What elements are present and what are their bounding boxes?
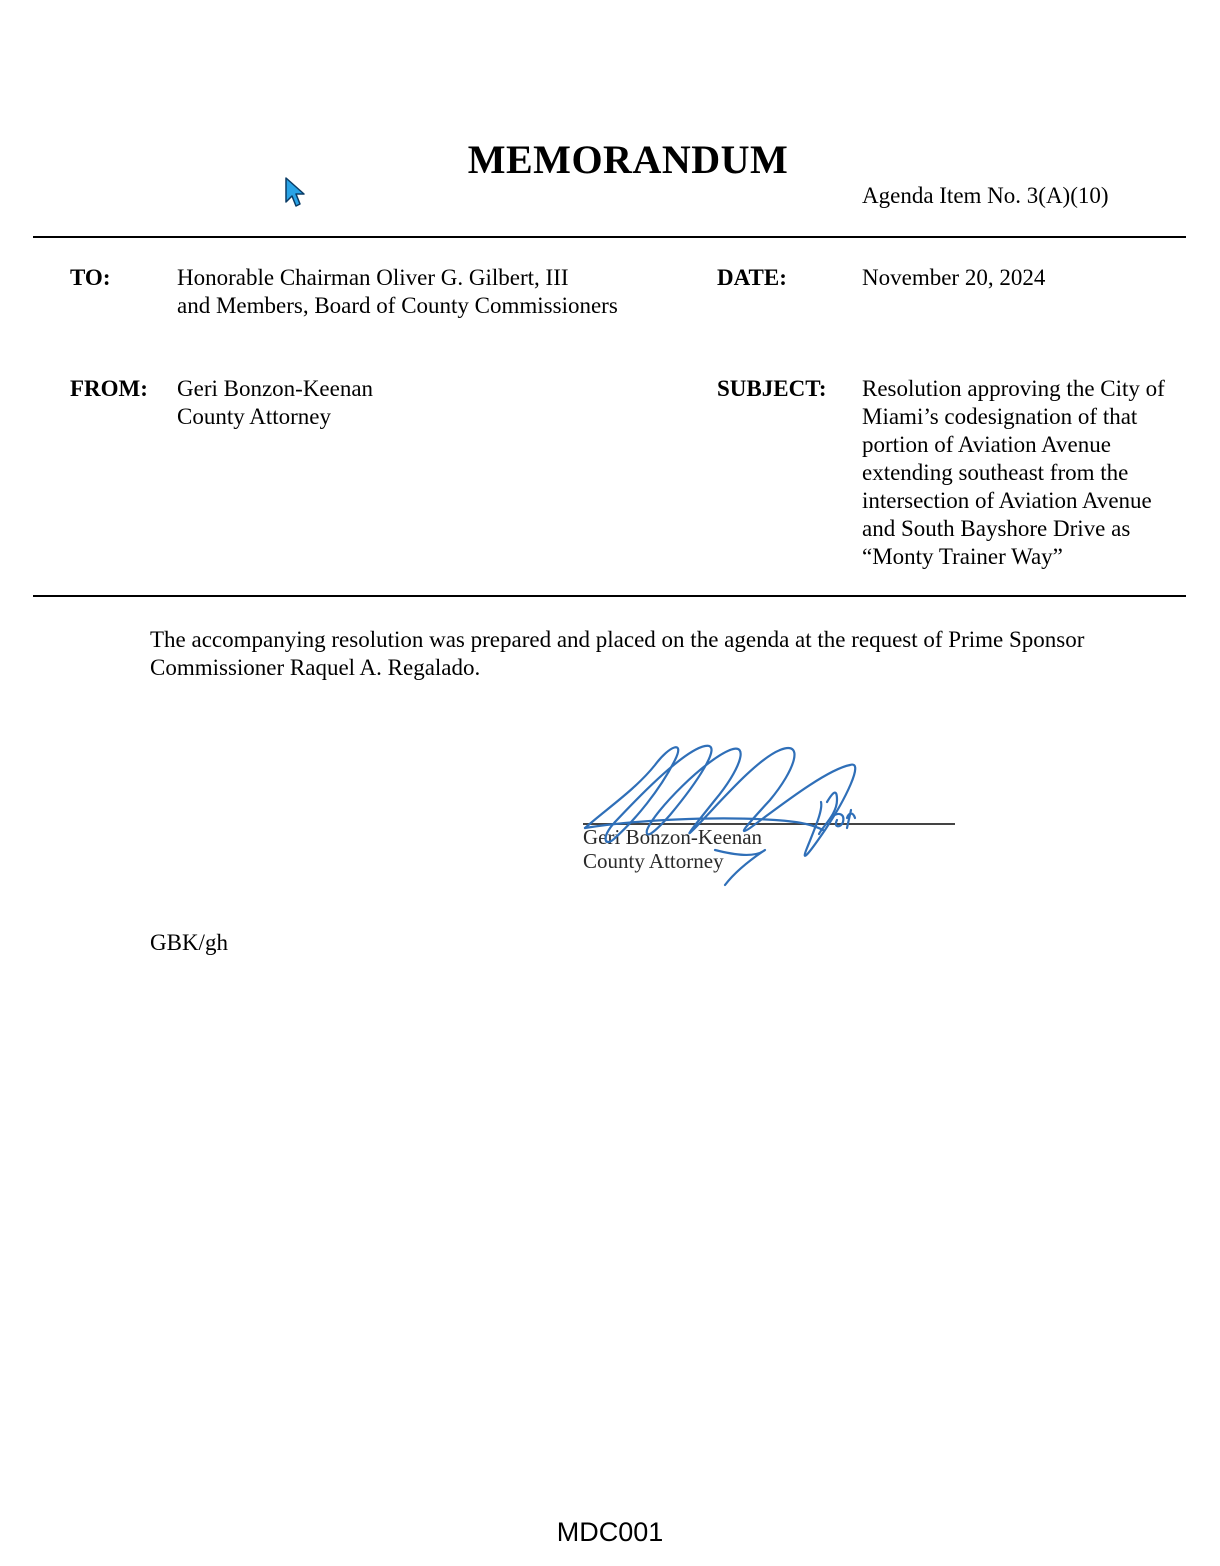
signatory-title: County Attorney — [583, 849, 724, 873]
from-label: FROM: — [70, 376, 148, 401]
memo-title: MEMORANDUM — [467, 137, 789, 182]
from-line-1: Geri Bonzon-Keenan — [177, 376, 374, 401]
to-line-1: Honorable Chairman Oliver G. Gilbert, III — [177, 265, 569, 290]
subject-line: “Monty Trainer Way” — [862, 544, 1063, 569]
subject-line: portion of Aviation Avenue — [862, 432, 1111, 457]
date-value: November 20, 2024 — [862, 265, 1046, 290]
body-line-1: The accompanying resolution was prepared and placed on the agenda at the request of Prime Sponsor — [150, 627, 1085, 652]
to-line-2: and Members, Board of County Commissioners — [177, 293, 618, 318]
body-line-2: Commissioner Raquel A. Regalado. — [150, 655, 481, 680]
subject-label: SUBJECT: — [717, 376, 827, 401]
subject-line: intersection of Aviation Avenue — [862, 488, 1152, 513]
top-divider — [33, 236, 1186, 238]
handwritten-signature — [575, 730, 875, 900]
agenda-item-number: Agenda Item No. 3(A)(10) — [862, 183, 1109, 208]
memo-body — [150, 626, 1160, 682]
from-sender — [177, 375, 373, 431]
subject-line: Miami’s codesignation of that — [862, 404, 1138, 429]
subject-line: and South Bayshore Drive as — [862, 516, 1131, 541]
subject-line: extending southeast from the — [862, 460, 1129, 485]
to-recipient — [177, 264, 618, 320]
subject-line: Resolution approving the City of — [862, 376, 1165, 401]
typist-initials: GBK/gh — [150, 930, 228, 955]
signatory-name: Geri Bonzon-Keenan — [583, 825, 763, 849]
date-label: DATE: — [717, 265, 787, 290]
to-label: TO: — [70, 265, 111, 290]
from-line-2: County Attorney — [177, 404, 331, 429]
bottom-divider — [33, 595, 1186, 597]
subject-text — [862, 375, 1202, 571]
page-footer-code: MDC001 — [556, 1517, 664, 1547]
